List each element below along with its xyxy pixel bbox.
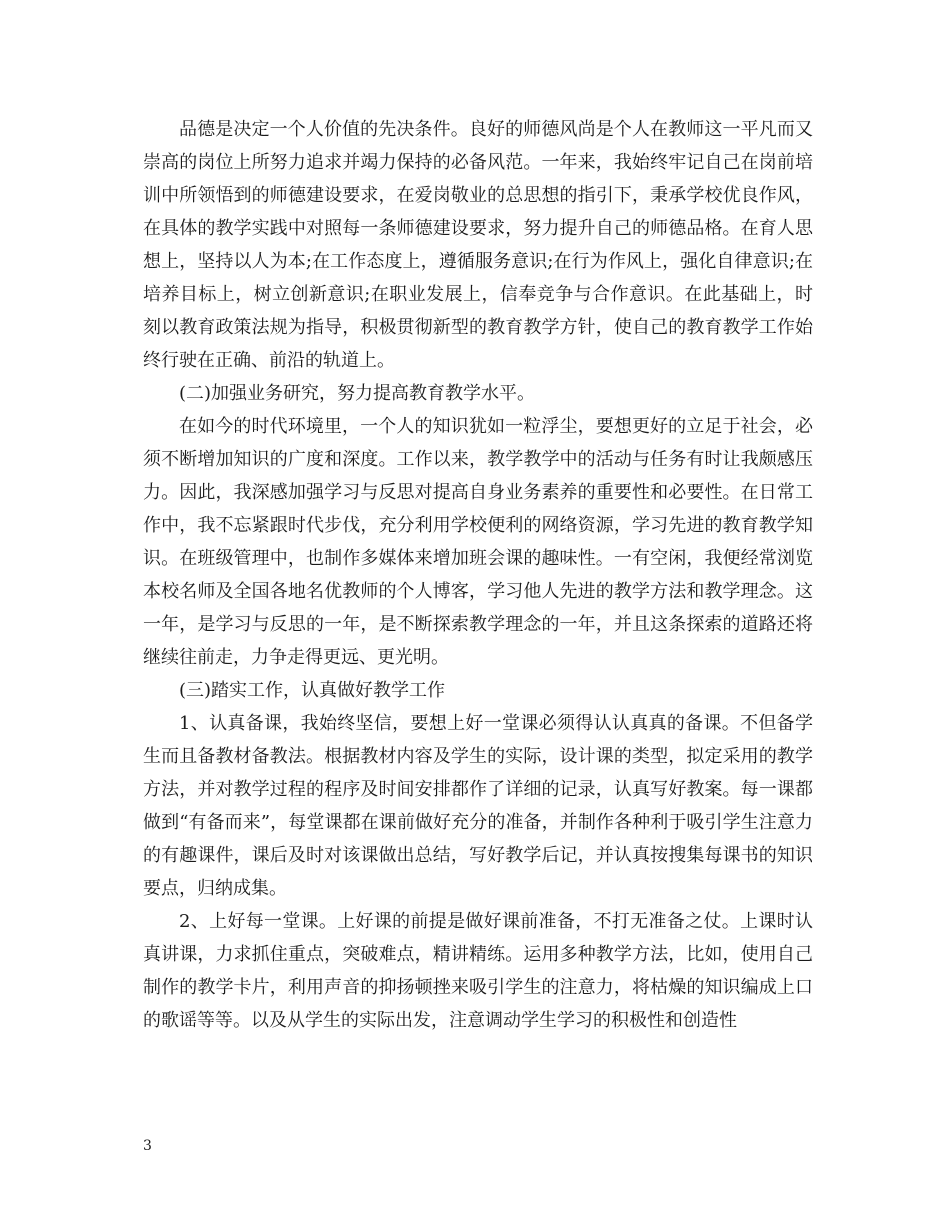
paragraph-lesson-prep: 1、认真备课，我始终坚信，要想上好一堂课必须得认认真真的备课。不但备学生而且备教材备教法。根据教材内容及学生的实际，设计课的类型，拟定采用的教学方法，并对教学过程的程序及时间安排都作了详细的记录，认真写好教案。每一课都做到“有备而来”，每堂课都在课前做好充分的准备，并制作各种利于吸引学生注意力的有趣课件，课后及时对该课做出总结，写好教学后记，并认真按搜集每课书的知识要点，归纳成集。	[143, 713, 813, 899]
document-body	[143, 113, 813, 1037]
section-heading-3: (三)踏实工作，认真做好教学工作	[179, 680, 446, 701]
page-number: 3	[143, 1138, 152, 1154]
paragraph-study: 在如今的时代环境里，一个人的知识犹如一粒浮尘，要想更好的立足于社会，必须不断增加知识的广度和深度。工作以来，教学教学中的活动与任务有时让我颇感压力。因此，我深感加强学习与反思对提高自身业务素养的重要性和必要性。在日常工作中，我不忘紧跟时代步伐，充分利用学校便利的网络资源，学习先进的教育教学知识。在班级管理中，也制作多媒体来增加班会课的趣味性。一有空闲，我便经常浏览本校名师及全国各地名优教师的个人博客，学习他人先进的教学方法和教学理念。这一年，是学习与反思的一年，是不断探索教学理念的一年，并且这条探索的道路还将继续往前走，力争走得更远、更光明。	[143, 416, 813, 668]
paragraph-teaching: 2、上好每一堂课。上好课的前提是做好课前准备，不打无准备之仗。上课时认真讲课，力求抓住重点，突破难点，精讲精练。运用多种教学方法，比如，使用自己制作的教学卡片，利用声音的抑扬顿挫来吸引学生的注意力，将枯燥的知识编成上口的歌谣等等。以及从学生的实际出发，注意调动学生学习的积极性和创造性	[143, 911, 813, 1031]
paragraph-ethics: 品德是决定一个人价值的先决条件。良好的师德风尚是个人在教师这一平凡而又崇高的岗位上所努力追求并竭力保持的必备风范。一年来，我始终牢记自己在岗前培训中所领悟到的师德建设要求，在爱岗敬业的总思想的指引下，秉承学校优良作风，在具体的教学实践中对照每一条师德建设要求，努力提升自己的师德品格。在育人思想上，坚持以人为本;在工作态度上，遵循服务意识;在行为作风上，强化自律意识;在培养目标上，树立创新意识;在职业发展上，信奉竞争与合作意识。在此基础上，时刻以教育政策法规为指导，积极贯彻新型的教育教学方针，使自己的教育教学工作始终行驶在正确、前沿的轨道上。	[143, 119, 813, 371]
section-heading-2: (二)加强业务研究，努力提高教育教学水平。	[179, 383, 536, 404]
